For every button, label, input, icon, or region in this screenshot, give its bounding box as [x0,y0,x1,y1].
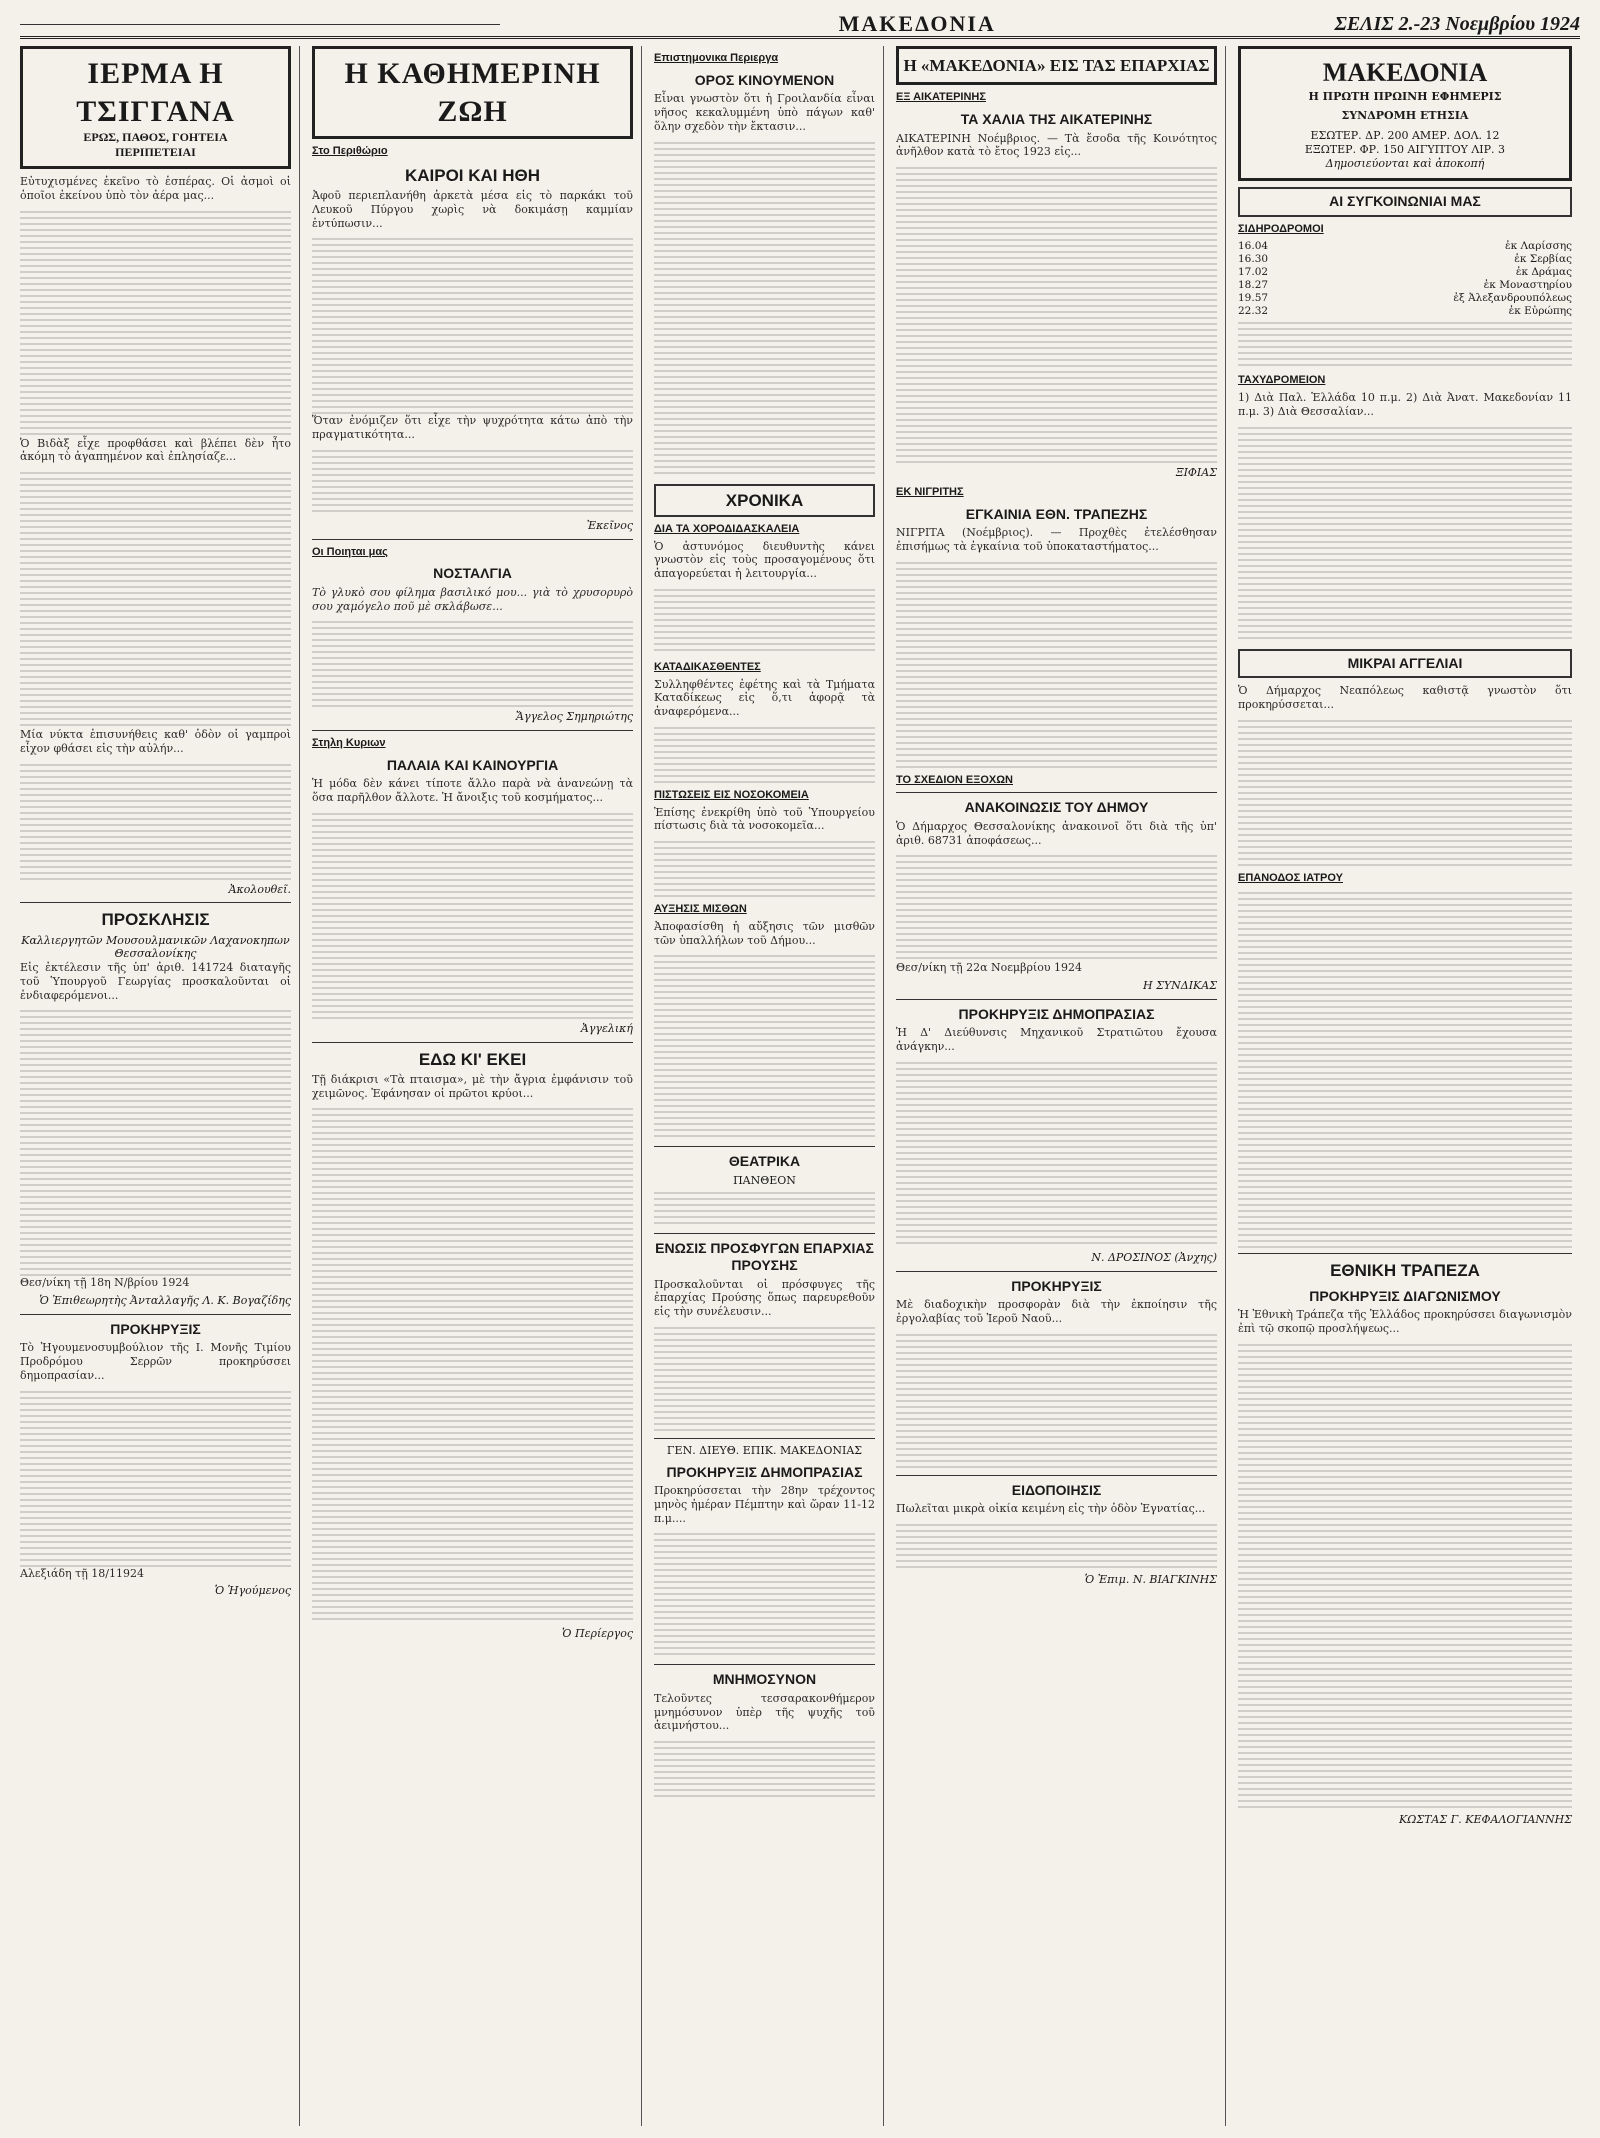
declaration-text-block [654,1529,875,1659]
train-row [1238,305,1572,318]
serial-text-block [20,207,291,437]
news-text-block [654,723,875,783]
divider [312,1042,633,1043]
declaration-paragraph: Μὲ διαδοχικὴν προσφορὰν διὰ τὴν ἐκποίησιν τῆς ἐργολαβίας τοῦ Ἱεροῦ Ναοῦ... [896,1298,1217,1325]
refugee-text-block [654,1323,875,1433]
news-text-block [654,585,875,655]
small-ads-paragraph: Ὁ Δήμαρχος Νεαπόλεως καθιστᾷ γνωστὸν ὅτι προκηρύσσεται... [1238,684,1572,711]
column-5 [1238,46,1580,2126]
daily-life-title: Η ΚΑΘΗΜΕΡΙΝΗ ΖΩΗ [344,57,601,128]
transport-banner [1238,187,1572,217]
provinces-title: Η «ΜΑΚΕΔΟΝΙΑ» ΕΙΣ ΤΑΣ ΕΠΑΡΧΙΑΣ [903,56,1210,75]
rubric: Οι Ποιηται μας [312,545,388,558]
article-signature: Ὁ Περίεργος [562,1627,633,1641]
bank-text-block [1238,1340,1572,1810]
article-headline: ΟΡΟΣ ΚΙΝΟΥΜΕΝΟΝ [694,71,835,88]
column-4 [896,46,1226,2126]
train-time: 17.02 [1238,265,1269,278]
train-row [1238,279,1572,292]
train-row [1238,240,1572,253]
theater-subheadline: ΠΑΝΘΕΟΝ [733,1173,796,1187]
serial-text-block [20,760,291,880]
small-ads-title: ΜΙΚΡΑΙ ΑΓΓΕΛΙΑΙ [1347,654,1463,671]
divider [654,1438,875,1439]
declaration-headline: ΠΡΟΚΗΡΥΞΙΣ [110,1320,201,1337]
invite-subheadline: Καλλιεργητῶν Μουσουλμανικῶν Λαχανοκηπων Θεσσαλονίκης [21,933,290,961]
post-paragraph: 1) Διὰ Παλ. Ἑλλάδα 10 π.μ. 2) Διὰ Ἀνατ. Μακεδονίαν 11 π.μ. 3) Διὰ Θεσσαλίαν... [1238,391,1572,418]
rubric: Στο Περιθώριο [312,145,388,157]
notice-text-block [896,1520,1217,1570]
divider [654,1233,875,1234]
train-destination: ἐκ Εὐρώπης [1508,305,1572,318]
bank-headline: ΕΘΝΙΚΗ ΤΡΑΠΕΖΑ [1330,1261,1480,1281]
theater-text-block [654,1188,875,1228]
paper-tagline: Η ΠΡΩΤΗ ΠΡΩΙΝΗ ΕΦΗΜΕΡΙΣ [1308,89,1502,103]
train-text-block [1238,318,1572,368]
memorial-headline: ΜΝΗΜΟΣΥΝΟΝ [712,1671,817,1688]
bank-subheadline: ΠΡΟΚΗΡΥΞΙΣ ΔΙΑΓΩΝΙΣΜΟΥ [1309,1287,1501,1304]
rubric: ΕΚ ΝΙΓΡΙΤΗΣ [896,485,964,498]
article-text-block [654,138,875,478]
notice-signature: Ὁ Ἐπιμ. Ν. ΒΙΑΓΚΙΝΗΣ [1084,1572,1217,1586]
newspaper-page [20,46,1580,2126]
declaration-signature: Ν. ΔΡΟΣΙΝΟΣ (Ἀνχης) [1091,1250,1217,1264]
subscription-heading: ΣΥΝΔΡΟΜΗ ΕΤΗΣΙΑ [1341,109,1469,123]
serial-header [20,46,291,169]
divider [896,792,1217,793]
serial-subtitle-2: ΠΕΡΙΠΕΤΕΙΑΙ [115,145,196,159]
subscription-note: Δημοσιεύονται καὶ ἀποκοπή [1325,156,1485,170]
divider [896,1271,1217,1272]
train-destination: ἐξ Ἀλεξανδρουπόλεως [1453,292,1572,304]
page-and-date: ΣΕΛΙΣ 2.-23 Νοεμβρίου 1924 [1334,12,1580,35]
train-destination: ἐκ Μοναστηρίου [1483,278,1572,291]
invite-date: Θεσ/νίκη τῇ 18η Ν/βρίου 1924 [20,1276,190,1290]
divider [654,1146,875,1147]
subscription-price-domestic: ΕΣΩΤΕΡ. ΔΡ. 200 ΑΜΕΡ. ΔΟΛ. 12 [1310,129,1500,142]
divider [654,1664,875,1665]
article-text-block [312,1104,633,1624]
divider [312,730,633,731]
notice-paragraph: Πωλεῖται μικρὰ οἰκία κειμένη εἰς τὴν ὁδὸν Ἐγνατίας... [896,1502,1206,1515]
serial-title: ΙΕΡΜΑ Η ΤΣΙΓΓΑΝΑ [76,57,235,128]
notice-date: Θεσ/νίκη τῇ 22α Νοεμβρίου 1924 [896,961,1083,975]
article-headline: ΤΟ ΣΧΕΔΙΟΝ ΕΞΟΧΩΝ [896,773,1013,786]
divider [20,902,291,903]
refugee-headline: ΕΝΩΣΙΣ ΠΡΟΣΦΥΓΩΝ ΕΠΑΡΧΙΑΣ ΠΡΟΥΣΗΣ [655,1239,874,1273]
train-time: 16.04 [1238,239,1269,252]
article-text-block [312,234,633,414]
declaration-signature: Ὁ Ἡγούμενος [214,1584,291,1598]
serial-signature: Ἀκολουθεῖ. [228,882,291,896]
declaration-paragraph: Τὸ Ἡγουμενοσυμβούλιον τῆς Ι. Μονῆς Τιμίου Προδρόμου Σερρῶν προκηρύσσει δημοπρασίαν... [20,1341,291,1382]
small-ads-text-block [1238,888,1572,1248]
article-text-block [312,809,633,1019]
doctor-heading: ΕΠΑΝΟΔΟΣ ΙΑΤΡΟΥ [1238,871,1343,884]
train-time: 18.27 [1238,278,1269,291]
divider [20,1314,291,1315]
poem-text: Τὸ γλυκὸ σου φίλημα βασιλικό μου... γιὰ τὸ χρυσορυρὸ σου χαμόγελο ποῦ μὲ σκλάβωσε... [312,585,633,613]
article-signature: Ἐκεῖνος [586,518,633,532]
column-1 [20,46,300,2126]
column-3 [654,46,884,2126]
train-time: 19.57 [1238,292,1269,304]
article-signature: Ἀγγελική [580,1021,633,1035]
divider [896,999,1217,1000]
train-destination: ἐκ Δράμας [1515,265,1572,278]
article-paragraph: ΑΙΚΑΤΕΡΙΝΗ Νοέμβριος. — Τὰ ἔσοδα τῆς Κοινότητος ἀνῆλθον κατὰ τὸ ἔτος 1923 εἰς... [896,131,1217,159]
bank-signature: ΚΩΣΤΑΣ Γ. ΚΕΦΑΛΟΓΙΑΝΝΗΣ [1398,1812,1572,1826]
divider [896,1475,1217,1476]
article-paragraph: Ἀφοῦ περιεπλανήθη ἀρκετὰ μέσα εἰς τὸ παρκάκι τοῦ Λευκοῦ Πύργου χωρὶς νὰ δοκιμάσῃ καμμίαν ἐντύπωσιν... [312,189,633,230]
notice-text-block [896,851,1217,961]
article-headline: ΕΔΩ ΚΙ' ΕΚΕΙ [418,1049,527,1069]
news-paragraph: Ἀποφασίσθη ἡ αὔξησις τῶν μισθῶν τῶν ὑπαλλήλων τοῦ Δήμου... [654,919,875,947]
article-text-block [312,446,633,516]
section-title: ΧΡΟΝΙΚΑ [725,490,804,510]
declaration-paragraph: Προκηρύσσεται τὴν 28ην τρέχοντος μηνὸς ἡμέραν Πέμπτην καὶ ὥραν 11-12 π.μ.... [654,1484,875,1525]
train-destination: ἐκ Σερβίας [1514,252,1572,265]
transport-title: ΑΙ ΣΥΓΚΟΙΝΩΝΙΑΙ ΜΑΣ [1329,193,1481,210]
subscription-box [1238,46,1572,181]
train-time: 22.32 [1238,305,1269,318]
column-2 [312,46,642,2126]
memorial-paragraph: Τελοῦντες τεσσαρακονθήμερον μνημόσυνον ὑπὲρ τῆς ψυχῆς τοῦ ἀειμνήστου... [654,1691,875,1733]
declaration-headline: ΠΡΟΚΗΡΥΞΙΣ ΔΗΜΟΠΡΑΣΙΑΣ [958,1005,1155,1022]
post-text-block [1238,423,1572,643]
section-banner [654,484,875,517]
small-ads-banner [1238,649,1572,679]
article-paragraph: ΝΙΓΡΙΤΑ (Νοέμβριος). — Προχθὲς ἐτελέσθησαν ἐπισήμως τὰ ἐγκαίνια τοῦ ὑποκαταστήματος... [896,526,1217,553]
article-paragraph: Τῇ διάκρισι «Τὰ πταισμα», μὲ τὴν ἄγρια ἐμφάνισιν τοῦ χειμῶνος. Ἐφάνησαν οἱ πρῶτοι κρύοι... [312,1072,633,1100]
serial-paragraph: Ὁ Βιδὰξ εἶχε προφθάσει καὶ βλέπει δὲν ἦτο ἀκόμη τὸ ἀγαπημένον καὶ ἐπλησίαζε... [20,436,291,464]
news-headline: ΠΙΣΤΩΣΕΙΣ ΕΙΣ ΝΟΣΟΚΟΜΕΙΑ [654,788,809,801]
poem-signature: Ἄγγελος Σημηριώτης [515,710,633,724]
divider [1238,1253,1572,1254]
declaration-text-block [20,1387,291,1567]
declaration-paragraph: Ἡ Δ' Διεύθυνσις Μηχανικοῦ Στρατιῶτου ἔχουσα ἀνάγκην... [896,1026,1217,1053]
post-heading: ΤΑΧΥΔΡΟΜΕΙΟΝ [1238,374,1326,387]
declaration-text-block [896,1058,1217,1248]
train-schedule [1238,240,1572,319]
invite-text-block [20,1006,291,1276]
poem-text-block [312,617,633,707]
train-row [1238,266,1572,279]
news-headline: ΔΙΑ ΤΑ ΧΟΡΟΔΙΔΑΣΚΑΛΕΙΑ [654,522,800,535]
article-text-block [896,163,1217,463]
declaration-headline: ΠΡΟΚΗΡΥΞΙΣ [1011,1277,1102,1294]
declaration-issuer: ΓΕΝ. ΔΙΕΥΘ. ΕΠΙΚ. ΜΑΚΕΔΟΝΙΑΣ [666,1443,863,1457]
article-paragraph: Ὅταν ἐνόμιζεν ὅτι εἶχε τὴν ψυχρότητα κάτω ἀπὸ τὴν πραγματικότητα... [312,414,633,441]
small-ads-text-block [1238,716,1572,866]
notice-headline: ΕΙΔΟΠΟΙΗΣΙΣ [1011,1481,1102,1498]
memorial-text-block [654,1737,875,1797]
provinces-header [896,46,1217,85]
notice-signature: Η ΣΥΝΔΙΚΑΣ [1143,979,1217,992]
train-row [1238,292,1572,305]
refugee-paragraph: Προσκαλοῦνται οἱ πρόσφυγες τῆς ἐπαρχίας Προύσης ὅπως παρευρεθοῦν εἰς τὴν συνέλευσιν... [654,1277,875,1318]
article-headline: ΚΑΙΡΟΙ ΚΑΙ ΗΘΗ [404,165,541,185]
article-signature: ΞΙΦΙΑΣ [1175,466,1217,479]
article-headline: ΠΑΛΑΙΑ ΚΑΙ ΚΑΙΝΟΥΡΓΙΑ [386,756,559,773]
theater-headline: ΘΕΑΤΡΙΚΑ [728,1153,801,1170]
article-text-block [896,558,1217,768]
article-paragraph: Ἡ μόδα δὲν κάνει τίποτε ἄλλο παρὰ νὰ ἀνανεώνῃ τὰ ὅσα παρῆλθον ἄλλοτε. Ἡ ἄνοιξις τοῦ κοσμήματος... [312,777,633,804]
subscription-price-foreign: ΕΞΩΤΕΡ. ΦΡ. 150 ΑΙΓΥΠΤΟΥ ΛΙΡ. 3 [1304,142,1506,156]
paper-name: ΜΑΚΕΔΟΝΙΑ [1322,58,1488,87]
train-destination: ἐκ Λαρίσσης [1504,239,1572,252]
railways-heading: ΣΙΔΗΡΟΔΡΟΜΟΙ [1238,222,1324,235]
notice-paragraph: Ὁ Δήμαρχος Θεσσαλονίκης ἀνακοινοῖ ὅτι διὰ τῆς ὑπ' ἀριθ. 68731 ἀποφάσεως... [896,819,1217,847]
article-paragraph: Εἶναι γνωστὸν ὅτι ἡ Γροιλανδία εἶναι νῆσος κεκαλυμμένη ὑπὸ πάγων καθ' ὅλην σχεδὸν τὴν ἔκτασιν... [654,92,875,133]
news-paragraph: Συλληφθέντες ἐφέτης καὶ τὰ Τμήματα Καταδίκεως εἰς ὅ,τι ἀφορᾷ τὰ ἀναφερόμενα... [654,677,875,718]
train-time: 16.30 [1238,252,1269,265]
rubric: ΕΞ ΑΙΚΑΤΕΡΙΝΗΣ [896,91,986,104]
declaration-headline: ΠΡΟΚΗΡΥΞΙΣ ΔΗΜΟΠΡΑΣΙΑΣ [666,1463,863,1480]
rubric: Επιστημονικα Περιεργα [654,52,779,64]
news-headline: ΑΥΞΗΣΙΣ ΜΙΣΘΩΝ [654,903,747,915]
masthead [20,12,1580,39]
poem-headline: ΝΟΣΤΑΛΓΙΑ [433,565,512,582]
declaration-text-block [896,1330,1217,1470]
invite-headline: ΠΡΟΣΚΛΗΣΙΣ [101,910,210,930]
serial-subtitle: ΕΡΩΣ, ΠΑΘΟΣ, ΓΟΗΤΕΙΑ [83,130,228,144]
rubric: Στηλη Κυριων [312,737,386,749]
news-paragraph: Ἐπίσης ἐνεκρίθη ὑπὸ τοῦ Ὑπουργείου πίστωσις διὰ τὰ νοσοκομεῖα... [654,805,875,833]
declaration-date: Αλεξιάδη τῇ 18/11924 [20,1566,144,1580]
invite-signature: Ὁ Ἐπιθεωρητὴς Ἀνταλλαγῆς Λ. Κ. Βογαζίδης [39,1294,291,1307]
serial-paragraph: Μία νύκτα ἐπισυνήθεις καθ' ὁδὸν οἱ γαμπροὶ εἶχον φθάσει εἰς τὴν αὐλήν... [20,728,291,755]
train-row [1238,253,1572,266]
news-text-block [654,951,875,1141]
serial-paragraph: Εὐτυχισμένες ἐκεῖνο τὸ ἑσπέρας. Οἱ ἀσμοὶ οἱ ὁποῖοι ἐκείνου ὑπὸ τὸν ἀέρα μας... [20,175,291,202]
invite-paragraph: Εἰς ἐκτέλεσιν τῆς ὑπ' ἀριθ. 141724 διαταγῆς τοῦ Ὑπουργοῦ Γεωργίας προσκαλοῦνται οἱ ἐνδιαφερόμενοι... [20,961,291,1002]
daily-life-header [312,46,633,139]
bank-paragraph: Ἡ Ἐθνικὴ Τράπεζα τῆς Ἑλλάδος προκηρύσσει διαγωνισμὸν ἐπὶ τῷ σκοπῷ προσλήψεως... [1238,1308,1572,1335]
notice-headline: ΑΝΑΚΟΙΝΩΣΙΣ ΤΟΥ ΔΗΜΟΥ [964,799,1149,816]
news-paragraph: Ὁ ἀστυνόμος διευθυντὴς κάνει γνωστὸν εἰς τοὺς προσαγομένους ὅτι ἀπαγορεύεται ἡ λειτουργία... [654,539,875,580]
newspaper-name: ΜΑΚΕΔΟΝΙΑ [838,11,996,36]
serial-text-block [20,468,291,728]
news-headline: ΚΑΤΑΔΙΚΑΣΘΕΝΤΕΣ [654,660,761,673]
article-headline: ΕΓΚΑΙΝΙΑ ΕΘΝ. ΤΡΑΠΕΖΗΣ [965,505,1148,522]
news-text-block [654,837,875,897]
divider [312,539,633,540]
masthead-left-rule [20,24,500,25]
article-headline: ΤΑ ΧΑΛΙΑ ΤΗΣ ΑΙΚΑΤΕΡΙΝΗΣ [960,111,1153,127]
